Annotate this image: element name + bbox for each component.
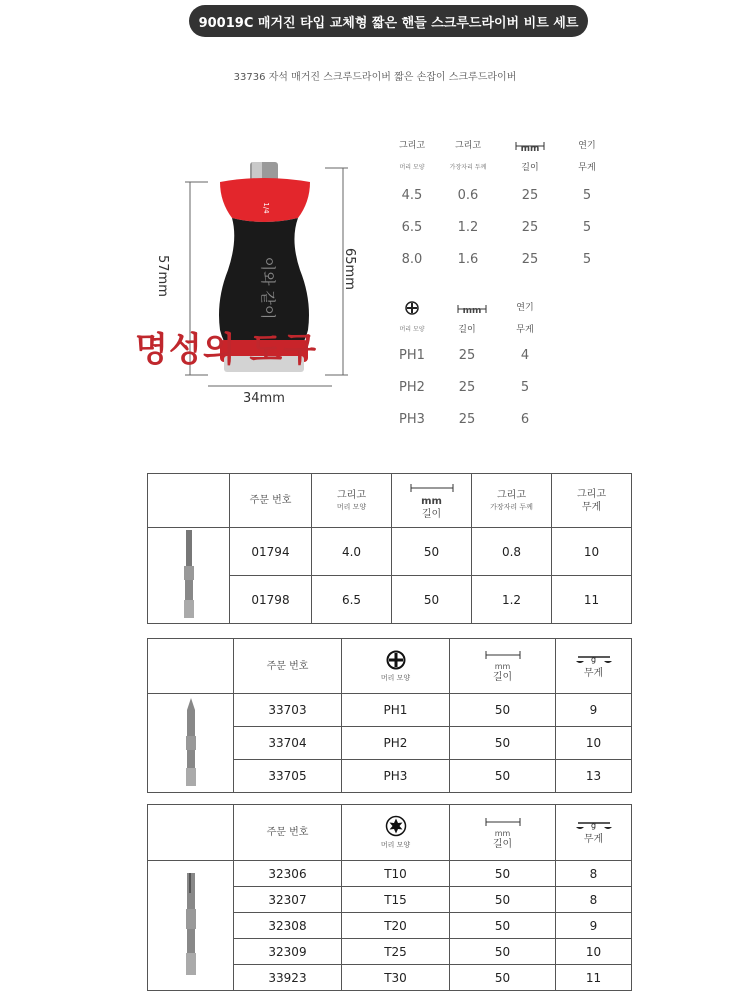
image-header-cell xyxy=(148,639,234,694)
spec-cell: 25 xyxy=(521,220,539,235)
page-title: 90019C 매거진 타입 교체형 짧은 핸들 스크루드라이버 비트 세트 xyxy=(189,5,588,37)
phillips-icon xyxy=(405,300,419,319)
phillips-bit-icon xyxy=(183,696,199,788)
dim-34: 34mm xyxy=(243,391,285,406)
spec-cell: 5 xyxy=(582,252,592,267)
header-cell xyxy=(230,474,312,528)
spec-cell: 25 xyxy=(458,348,476,363)
table-cell: 50 xyxy=(450,965,556,991)
header-cell xyxy=(472,474,552,528)
table-cell: 11 xyxy=(556,965,632,991)
table-cell: T20 xyxy=(342,913,450,939)
table-cell: 32306 xyxy=(234,861,342,887)
spec-cell: 5 xyxy=(582,188,592,203)
header-cell xyxy=(234,805,342,861)
table-cell: T25 xyxy=(342,939,450,965)
handle-text: 이와 같이 xyxy=(259,256,277,320)
header-label: 그리고 xyxy=(497,490,526,501)
table-cell: 50 xyxy=(392,576,472,624)
spec-cell: PH2 xyxy=(399,380,425,395)
table-cell: 9 xyxy=(556,694,632,727)
header-sub: 머리 모양 xyxy=(336,503,367,511)
header-sub: 길이 xyxy=(492,838,513,850)
spec-header-sub: 머리 모양 xyxy=(399,326,425,333)
spec-cell: 25 xyxy=(521,188,539,203)
table-cell: 33705 xyxy=(234,760,342,793)
header-label: 주문 번호 xyxy=(266,827,309,838)
dim-57: 57mm xyxy=(155,255,170,297)
spec-header-sub: 길이 xyxy=(458,325,476,335)
table-torx xyxy=(147,804,632,991)
table-cell: 0.8 xyxy=(472,528,552,576)
table-cell: 50 xyxy=(450,939,556,965)
spec-cell: 4 xyxy=(520,348,530,363)
table-cell: 33703 xyxy=(234,694,342,727)
spec-cell: 25 xyxy=(521,252,539,267)
table-row xyxy=(148,694,632,727)
table-cell: 11 xyxy=(552,576,632,624)
spec-header-top: mm xyxy=(520,144,540,154)
torx-icon xyxy=(385,815,407,837)
gram-label: g xyxy=(591,821,597,830)
table-cell: 9 xyxy=(556,913,632,939)
slotted-bit-icon xyxy=(181,528,197,620)
table-header-row xyxy=(148,805,632,861)
header-label: mm xyxy=(494,662,511,671)
header-cell xyxy=(312,474,392,528)
table-cell: 50 xyxy=(450,887,556,913)
spec-cell: 25 xyxy=(458,412,476,427)
header-sub: 가장자리 두께 xyxy=(490,503,533,511)
spec-cell: 5 xyxy=(582,220,592,235)
table-cell: 50 xyxy=(450,913,556,939)
header-cell xyxy=(556,805,632,861)
header-label: 주문 번호 xyxy=(249,495,292,506)
table-cell: 32308 xyxy=(234,913,342,939)
table-cell: PH2 xyxy=(342,727,450,760)
table-cell: T10 xyxy=(342,861,450,887)
spec-cell: 4.5 xyxy=(401,188,423,203)
spec-cell: 25 xyxy=(458,380,476,395)
image-header-cell xyxy=(148,474,230,528)
header-sub: 머리 모양 xyxy=(380,673,411,682)
cap-text: 1/4 xyxy=(262,202,270,214)
table-cell: 50 xyxy=(450,861,556,887)
spec-cell: 5 xyxy=(520,380,530,395)
header-sub: 길이 xyxy=(492,672,513,683)
bit-image-cell xyxy=(148,528,230,624)
spec-cell: 6.5 xyxy=(401,220,423,235)
table-cell: 50 xyxy=(450,760,556,793)
table-cell: T30 xyxy=(342,965,450,991)
table-cell: 8 xyxy=(556,887,632,913)
spec-header-sub: 가장자리 두께 xyxy=(449,164,487,171)
spec-cell: 1.2 xyxy=(457,220,479,235)
table-slotted xyxy=(147,473,632,624)
table-cell: 33923 xyxy=(234,965,342,991)
header-label: mm xyxy=(494,828,511,838)
phillips-icon xyxy=(386,650,406,670)
header-cell xyxy=(450,639,556,694)
scale-icon xyxy=(556,819,631,833)
dim-65: 65mm xyxy=(342,248,357,290)
header-sub: 무게 xyxy=(583,834,604,845)
header-sub: 무게 xyxy=(583,667,604,679)
header-sub: 길이 xyxy=(421,508,442,520)
table-cell: PH3 xyxy=(342,760,450,793)
spec-header-sub: 길이 xyxy=(521,163,539,173)
table-cell: 01794 xyxy=(230,528,312,576)
image-header-cell xyxy=(148,805,234,861)
ruler-icon xyxy=(485,818,521,826)
ruler-icon xyxy=(485,651,521,659)
header-cell xyxy=(552,474,632,528)
watermark: 명성의 도구 xyxy=(135,330,318,370)
spec-header-top: 그리고 xyxy=(398,141,426,151)
header-label: mm xyxy=(421,495,442,507)
bit-image-cell xyxy=(148,861,234,991)
header-cell xyxy=(342,805,450,861)
header-sub: 머리 모양 xyxy=(380,841,411,849)
header-cell xyxy=(342,639,450,694)
table-cell: 8 xyxy=(556,861,632,887)
table-cell: 6.5 xyxy=(312,576,392,624)
spec-cell: 1.6 xyxy=(457,252,479,267)
table-cell: 1.2 xyxy=(472,576,552,624)
table-row xyxy=(148,861,632,887)
spec-cell: 0.6 xyxy=(457,188,479,203)
spec-cell: 8.0 xyxy=(401,252,423,267)
header-cell xyxy=(556,639,632,694)
bit-image-cell xyxy=(148,694,234,793)
table-cell: 10 xyxy=(552,528,632,576)
table-cell: 50 xyxy=(392,528,472,576)
spec-header-top: 그리고 xyxy=(454,141,482,151)
gram-label: g xyxy=(591,654,597,664)
spec-header-sub: 무게 xyxy=(578,163,596,173)
table-header-row xyxy=(148,639,632,694)
spec-header-sub: 머리 모양 xyxy=(399,164,425,171)
header-cell xyxy=(450,805,556,861)
table-phillips xyxy=(147,638,632,793)
header-cell xyxy=(392,474,472,528)
spec-phillips xyxy=(377,298,697,438)
scale-icon xyxy=(556,653,631,667)
table-row xyxy=(148,528,632,576)
table-cell: 50 xyxy=(450,694,556,727)
header-label: 주문 번호 xyxy=(266,660,309,672)
spec-header-top: 연기 xyxy=(578,141,596,151)
table-cell: 32307 xyxy=(234,887,342,913)
header-cell xyxy=(234,639,342,694)
table-cell: 32309 xyxy=(234,939,342,965)
table-cell: 10 xyxy=(556,939,632,965)
subtitle: 33736 자석 매거진 스크루드라이버 짧은 손잡이 스크루드라이버 xyxy=(233,72,517,83)
spec-cell: PH3 xyxy=(399,412,425,427)
header-label: 그리고 xyxy=(577,488,606,500)
spec-cell: 6 xyxy=(520,412,530,427)
spec-header-sub: 무게 xyxy=(516,325,534,335)
table-cell: 4.0 xyxy=(312,528,392,576)
table-cell: 01798 xyxy=(230,576,312,624)
table-cell: 50 xyxy=(450,727,556,760)
table-cell: T15 xyxy=(342,887,450,913)
spec-header-top: 연기 xyxy=(516,303,534,313)
header-label: 그리고 xyxy=(337,490,366,501)
table-cell: 13 xyxy=(556,760,632,793)
torx-bit-icon xyxy=(183,869,199,979)
table-cell: 33704 xyxy=(234,727,342,760)
table-cell: 10 xyxy=(556,727,632,760)
table-cell: PH1 xyxy=(342,694,450,727)
spec-header-top: mm xyxy=(462,306,482,316)
spec-slotted xyxy=(377,138,697,278)
spec-cell: PH1 xyxy=(399,348,425,363)
ruler-icon xyxy=(410,484,454,492)
table-header-row xyxy=(148,474,632,528)
header-sub: 무게 xyxy=(581,501,602,513)
